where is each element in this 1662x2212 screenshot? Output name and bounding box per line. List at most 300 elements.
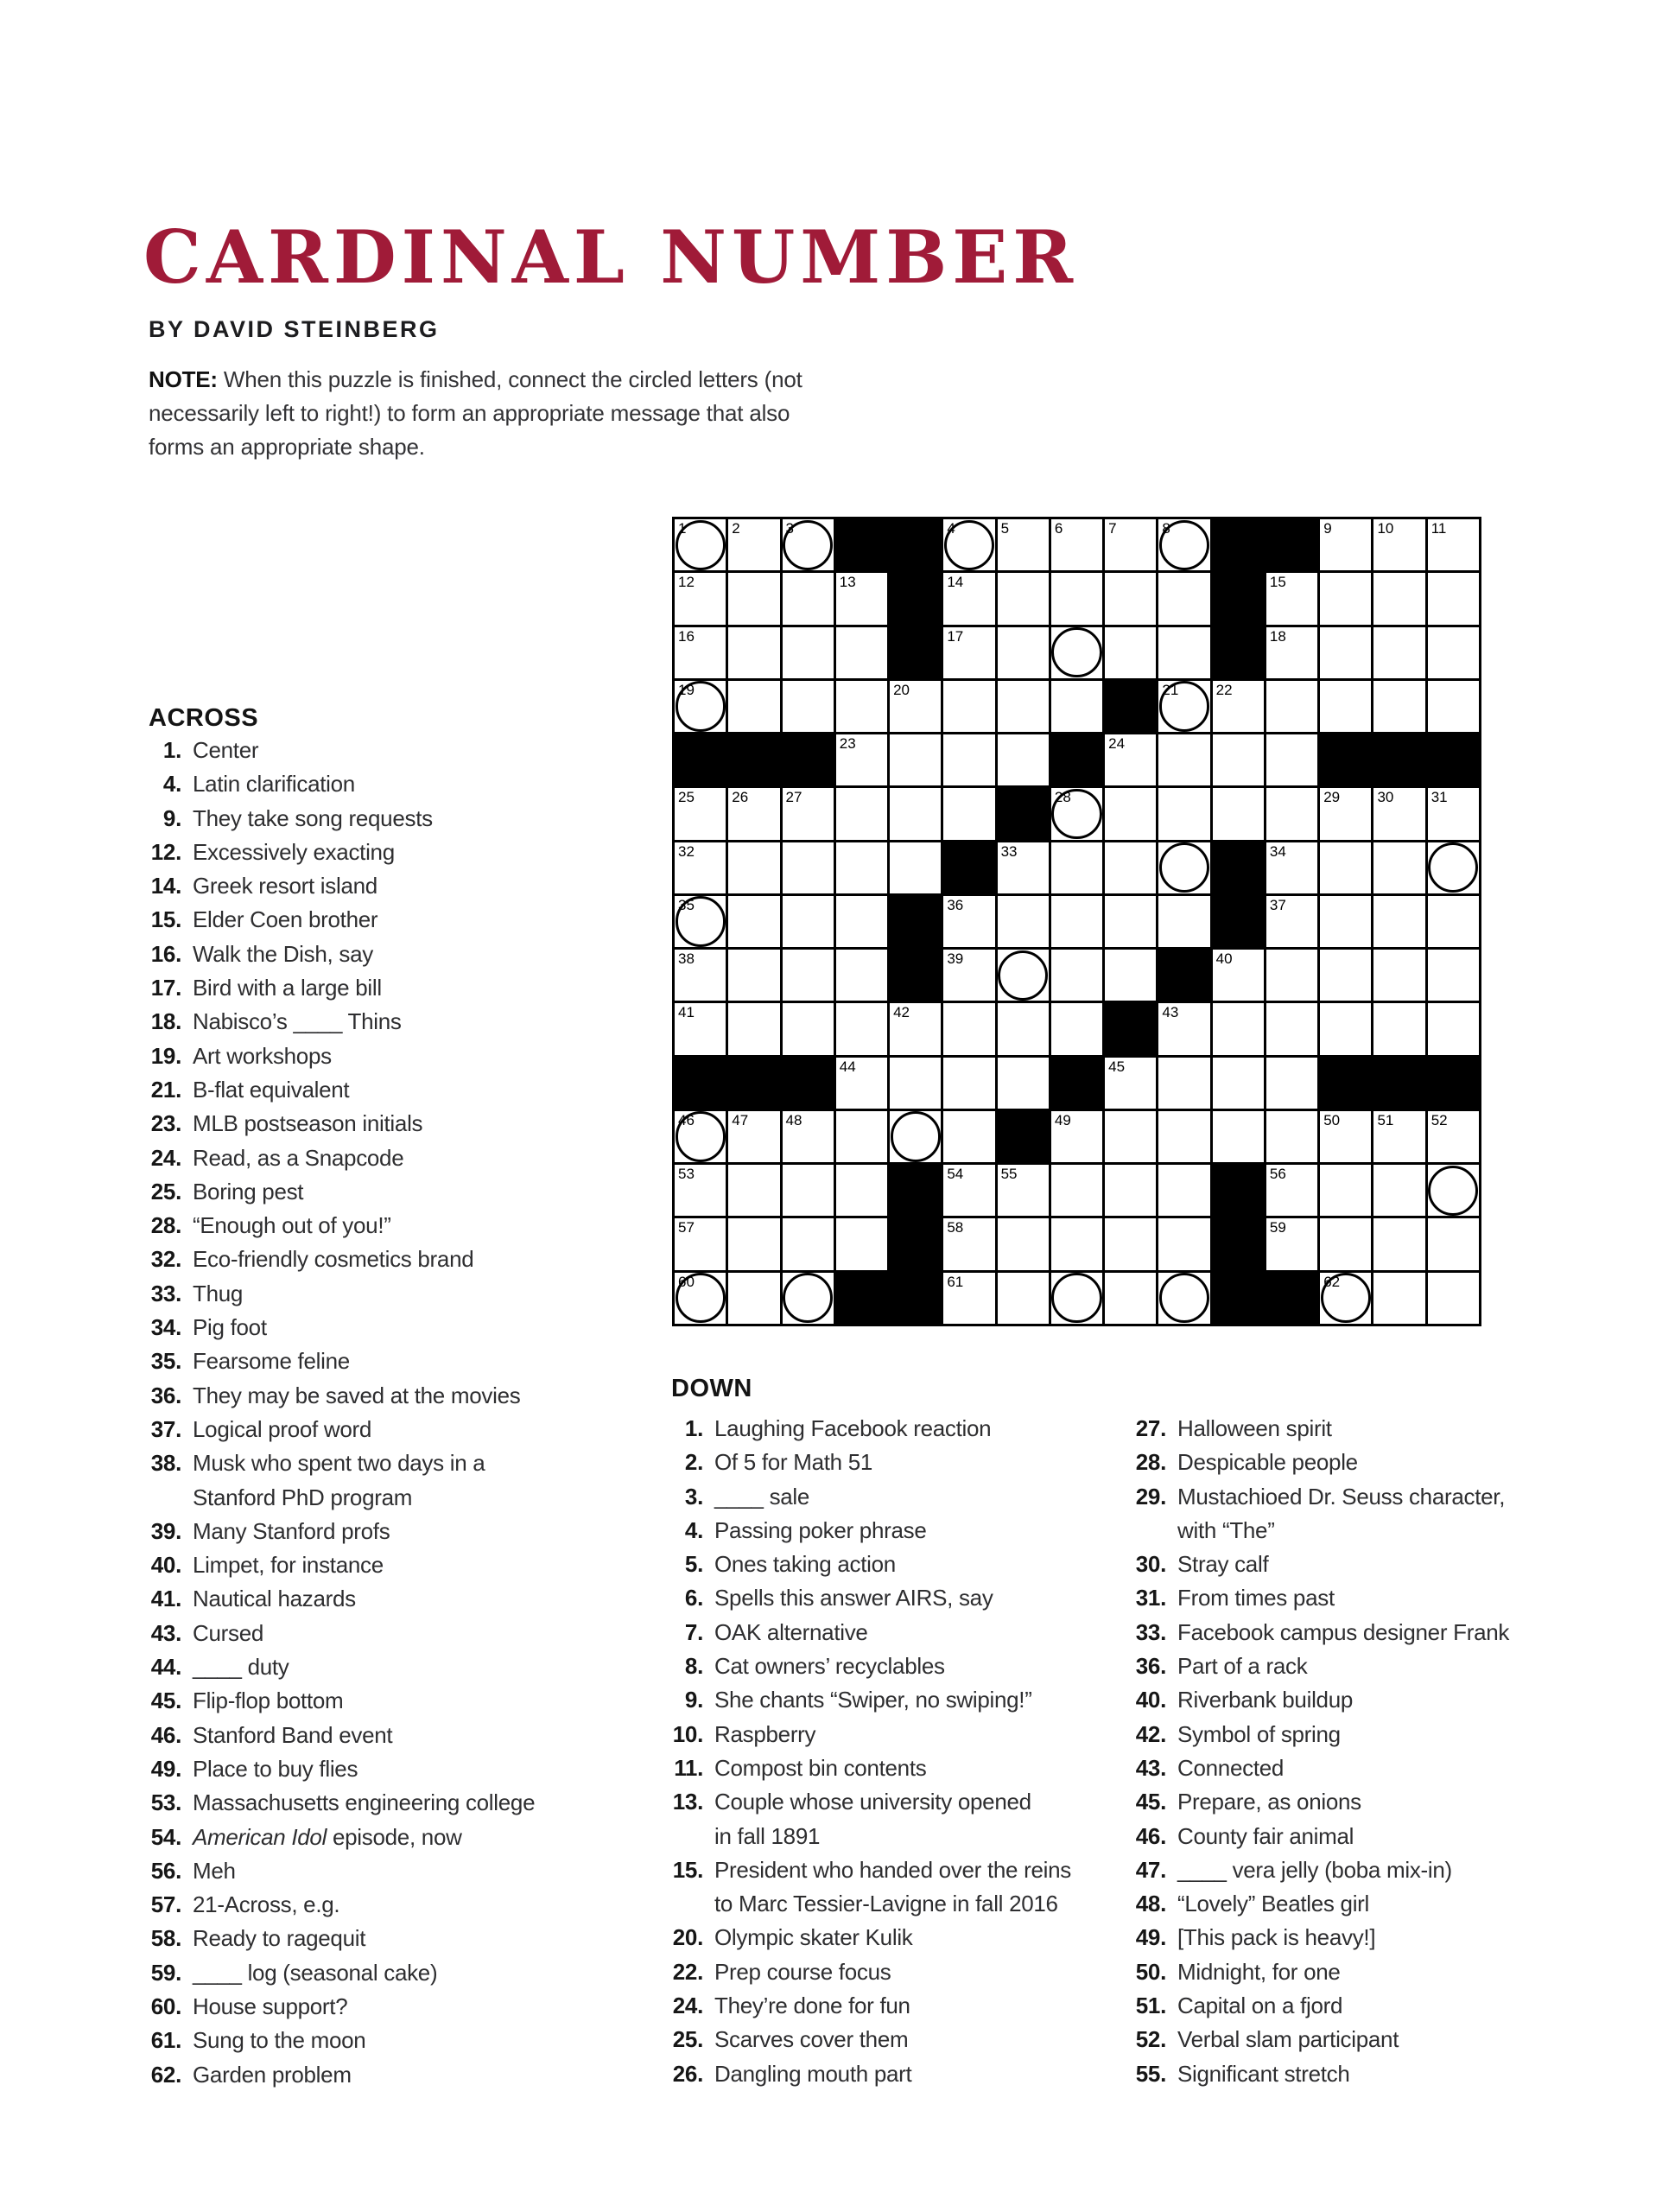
clue-number: 10. [672,1720,703,1747]
grid-cell [1158,573,1209,624]
clue-text: Olympic skater Kulik [714,1924,913,1951]
grid-cell [1213,1111,1264,1162]
grid-cell [783,681,834,732]
clue-number: 12. [150,838,181,865]
clue-text: “Enough out of you!” [193,1212,391,1239]
down-clue [650,1853,1151,1922]
grid-cell [1105,734,1156,785]
clue-text: She chants “Swiper, no swiping!” [714,1687,1032,1713]
down-clue [650,1480,1151,1514]
across-clue [128,2024,646,2057]
grid-cell [1051,1111,1102,1162]
circle-marker [1428,842,1478,893]
cell-number: 39 [947,950,964,968]
grid-cell [998,681,1049,732]
grid-cell [998,1273,1049,1324]
cell-number: 22 [1215,681,1233,698]
grid-cell [783,519,834,570]
clue-number: 24. [672,1993,703,2019]
clue-number: 41. [150,1586,181,1612]
grid-cell [783,1273,834,1324]
grid-cell [890,1003,941,1054]
cell-number: 10 [1377,520,1394,537]
grid-cell [728,519,779,570]
grid-cell [1051,842,1102,893]
clue-number: 44. [150,1654,181,1681]
grid-cell [943,1058,994,1109]
grid-cell [1320,681,1371,732]
cell-number: 40 [1215,950,1233,968]
clue-text: Garden problem [193,2061,352,2088]
clue-text: Verbal slam participant [1177,2026,1399,2053]
grid-cell [1051,950,1102,1001]
grid-cell [1428,627,1479,678]
grid-cell [1051,896,1102,947]
cell-number: 13 [839,574,856,591]
clue-text: ____ sale [714,1483,810,1510]
clue-text: ____ duty [193,1654,289,1681]
grid-cell [1158,896,1209,947]
grid-cell [1266,1003,1317,1054]
cell-number: 21 [1162,681,1179,698]
grid-cell [890,1058,941,1109]
grid-cell [890,788,941,839]
cell-number: 19 [678,681,695,698]
down-clue [650,1921,1151,1955]
down-clue [1113,1955,1648,1989]
down-clue [650,1581,1151,1615]
down-clue [650,2057,1151,2091]
down-clue-list-column-1 [650,1412,1151,2091]
clue-number: 59. [150,1959,181,1986]
grid-cell [943,1003,994,1054]
clue-number: 24. [150,1144,181,1171]
clue-text: Read, as a Snapcode [193,1144,404,1171]
cell-number: 3 [785,520,794,537]
across-clue [128,836,646,869]
grid-cell [1428,788,1479,839]
grid-cell [1428,896,1479,947]
down-clue [1113,1683,1648,1717]
down-clue [1113,1548,1648,1581]
grid-cell [1051,681,1102,732]
across-clue [128,1990,646,2024]
down-clue [650,1446,1151,1479]
grid-cell [1158,1111,1209,1162]
grid-cell [1428,1003,1479,1054]
grid-cell [1428,842,1479,893]
clue-number: 56. [150,1857,181,1884]
clue-number: 40. [150,1552,181,1579]
grid-cell-black [1213,1273,1264,1324]
clue-text: Excessively exacting [193,838,395,865]
clue-text: Musk who spent two days in a Stanford PhD program [193,1450,485,1510]
clue-text: Center [193,737,259,763]
down-clue [1113,1718,1648,1751]
cell-number: 46 [678,1111,695,1128]
grid-cell [1213,1003,1264,1054]
clue-number: 4. [162,771,181,798]
clue-text: Many Stanford profs [193,1517,390,1544]
grid-cell [675,681,726,732]
clue-text: Stray calf [1177,1551,1269,1578]
clue-text: Symbol of spring [1177,1720,1341,1747]
grid-cell-black [675,734,726,785]
down-clue [650,1718,1151,1751]
clue-text: Boring pest [193,1178,304,1205]
grid-cell [1428,1165,1479,1216]
clue-text: Walk the Dish, say [193,940,373,967]
clue-number: 51. [1135,1993,1166,2019]
note-label: NOTE: [149,366,218,392]
grid-cell [675,950,726,1001]
grid-cell [1051,573,1102,624]
grid-cell [1158,1218,1209,1269]
grid-cell [1428,519,1479,570]
clue-text: Elder Coen brother [193,906,378,933]
clue-text: From times past [1177,1585,1335,1611]
clue-number: 46. [1135,1822,1166,1849]
grid-cell-black [890,1218,941,1269]
grid-cell [728,573,779,624]
grid-cell [675,1165,726,1216]
grid-cell [675,627,726,678]
down-clue [1113,1785,1648,1819]
page-title: CARDINAL NUMBER [143,214,1079,300]
circle-marker [1159,842,1209,893]
circle-marker [1159,1273,1209,1323]
grid-cell [998,1003,1049,1054]
cell-number: 16 [678,627,695,645]
grid-cell [1105,1273,1156,1324]
down-clue [1113,1921,1648,1955]
down-clue [650,1955,1151,1989]
cell-number: 62 [1323,1273,1341,1290]
grid-cell-black [890,627,941,678]
grid-cell [943,1111,994,1162]
grid-cell [1266,842,1317,893]
crossword-grid [672,517,1481,1326]
clue-text: Laughing Facebook reaction [714,1415,992,1441]
clue-text: Halloween spirit [1177,1415,1332,1441]
grid-cell-black [1213,896,1264,947]
cell-number: 18 [1269,627,1286,645]
grid-cell-black [1320,1058,1371,1109]
down-clue [1113,1853,1648,1887]
clue-number: 27. [1135,1415,1166,1441]
clue-text: Part of a rack [1177,1653,1308,1680]
clue-number: 19. [150,1042,181,1069]
across-clue [128,1446,646,1515]
grid-cell [1266,950,1317,1001]
grid-cell [943,734,994,785]
grid-cell [728,788,779,839]
grid-cell [836,627,887,678]
grid-cell [943,1218,994,1269]
grid-cell [1051,1165,1102,1216]
clue-text: Greek resort island [193,873,377,899]
grid-cell [998,1218,1049,1269]
clue-number: 35. [150,1348,181,1375]
cell-number: 33 [1000,842,1018,860]
grid-cell [1373,681,1424,732]
down-clue [650,1616,1151,1649]
grid-cell [728,950,779,1001]
grid-cell [675,788,726,839]
grid-cell [1373,950,1424,1001]
grid-cell [1051,627,1102,678]
grid-cell [728,842,779,893]
clue-number: 54. [150,1823,181,1850]
clue-number: 17. [150,975,181,1001]
across-clue [128,1650,646,1684]
grid-cell [1373,1273,1424,1324]
grid-cell [728,896,779,947]
grid-cell [943,896,994,947]
grid-cell [1428,950,1479,1001]
circle-marker [1051,627,1101,677]
grid-cell [675,1003,726,1054]
grid-cell [1051,519,1102,570]
grid-cell-black [836,519,887,570]
cell-number: 59 [1269,1219,1286,1236]
clue-text: Cat owners’ recyclables [714,1653,945,1680]
grid-cell [1373,1218,1424,1269]
grid-cell [998,734,1049,785]
grid-cell [783,896,834,947]
clue-number: 45. [150,1688,181,1714]
grid-cell-black [1428,734,1479,785]
clue-number: 61. [150,2027,181,2054]
clue-text: MLB postseason initials [193,1110,423,1137]
grid-cell [1428,573,1479,624]
grid-cell [1105,627,1156,678]
grid-cell [1105,1218,1156,1269]
clue-number: 16. [150,940,181,967]
grid-cell [998,1058,1049,1109]
cell-number: 29 [1323,789,1341,806]
grid-cell [675,1273,726,1324]
down-clue [1113,1446,1648,1479]
down-clue [1113,1649,1648,1683]
grid-cell [1105,519,1156,570]
across-clue [128,1175,646,1209]
grid-cell-black [1213,1165,1264,1216]
grid-cell-black [783,734,834,785]
down-clue [650,1649,1151,1683]
grid-cell [1320,788,1371,839]
clue-text: Significant stretch [1177,2060,1350,2087]
clue-number: 11. [674,1754,703,1781]
grid-cell [943,1165,994,1216]
clue-text: Massachusetts engineering college [193,1789,536,1816]
grid-cell-black [1266,519,1317,570]
clue-text: Meh [193,1857,236,1884]
grid-cell [1373,842,1424,893]
clue-number: 49. [150,1755,181,1782]
grid-cell [1428,1218,1479,1269]
across-clue [128,1854,646,1888]
clue-number: 25. [150,1178,181,1205]
note-text: When this puzzle is finished, connect the circled letters (not necessarily left to right!) to form an appropriate message that also forms an appropriate shape. [149,366,802,460]
grid-cell-black [943,842,994,893]
grid-cell [1373,573,1424,624]
cell-number: 35 [678,896,695,913]
clue-number: 25. [672,2026,703,2053]
cell-number: 4 [947,520,955,537]
clue-text: Latin clarification [193,771,355,798]
grid-cell [1158,519,1209,570]
clue-number: 43. [1135,1754,1166,1781]
cell-number: 2 [732,520,740,537]
clue-text: Sung to the moon [193,2027,366,2054]
across-clue [128,1515,646,1548]
down-header: DOWN [671,1375,752,1402]
cell-number: 37 [1269,896,1286,913]
clue-number: 2. [684,1449,703,1476]
across-clue [128,971,646,1005]
clue-text: Midnight, for one [1177,1958,1341,1985]
grid-cell [1266,1111,1317,1162]
grid-cell [1158,1058,1209,1109]
grid-cell [998,950,1049,1001]
grid-cell [1051,788,1102,839]
across-clue [128,1243,646,1276]
cell-number: 41 [678,1004,695,1021]
across-clue [128,1684,646,1718]
clue-text: They’re done for fun [714,1993,910,2019]
grid-cell [675,1218,726,1269]
grid-cell-black [1266,1273,1317,1324]
clue-number: 39. [150,1517,181,1544]
clue-number: 29. [1135,1483,1166,1510]
grid-cell-black [890,1273,941,1324]
grid-cell [783,627,834,678]
grid-cell [890,1111,941,1162]
grid-cell-black [1051,1058,1102,1109]
cell-number: 5 [1000,520,1010,537]
cell-number: 49 [1054,1111,1071,1128]
grid-cell [728,1218,779,1269]
clue-text: Connected [1177,1754,1285,1781]
down-clue [650,1785,1151,1853]
grid-cell-black [1051,734,1102,785]
grid-cell [1158,1165,1209,1216]
across-clue [128,1311,646,1344]
cell-number: 47 [732,1111,749,1128]
cell-number: 55 [1000,1166,1018,1183]
down-clue [650,1989,1151,2023]
clue-text: “Lovely” Beatles girl [1177,1891,1370,1917]
grid-cell [943,788,994,839]
across-clue [128,1005,646,1039]
grid-cell [836,681,887,732]
grid-cell [1428,1273,1479,1324]
grid-cell [728,1003,779,1054]
cell-number: 17 [947,627,964,645]
grid-cell [998,519,1049,570]
cell-number: 9 [1323,520,1332,537]
clue-number: 13. [672,1789,703,1815]
grid-cell [1105,896,1156,947]
down-clue [650,2023,1151,2056]
byline: BY DAVID STEINBERG [149,316,440,342]
clue-number: 21. [150,1076,181,1103]
across-clue [128,903,646,937]
grid-cell [1320,842,1371,893]
clue-text: Cursed [193,1619,264,1646]
grid-cell-black [998,1111,1049,1162]
clue-text: Bird with a large bill [193,975,382,1001]
clue-text: American Idol episode, now [193,1823,462,1850]
clue-number: 49. [1135,1924,1166,1951]
clue-text: B-flat equivalent [193,1076,350,1103]
grid-cell [890,734,941,785]
circle-marker [1428,1166,1478,1216]
clue-text: Raspberry [714,1720,816,1747]
grid-cell [1266,627,1317,678]
grid-cell-black [890,519,941,570]
grid-cell [1213,734,1264,785]
clue-text: Place to buy flies [193,1755,358,1782]
grid-cell [836,573,887,624]
cell-number: 31 [1430,789,1448,806]
clue-text: Eco-friendly cosmetics brand [193,1246,474,1273]
clue-text: Spells this answer AIRS, say [714,1585,993,1611]
clue-number: 50. [1135,1958,1166,1985]
clue-number: 3. [684,1483,703,1510]
grid-cell [1266,1165,1317,1216]
grid-cell [1105,1165,1156,1216]
cell-number: 58 [947,1219,964,1236]
grid-cell-black [890,1165,941,1216]
grid-cell [728,1165,779,1216]
across-clue [128,1379,646,1413]
down-clue [1113,1412,1648,1446]
grid-cell-black [1213,1218,1264,1269]
grid-cell [1266,1218,1317,1269]
across-clue [128,1888,646,1922]
clue-number: 22. [672,1958,703,1985]
clue-number: 55. [1135,2060,1166,2087]
across-clue [128,1548,646,1582]
grid-cell-black [1213,519,1264,570]
clue-number: 28. [150,1212,181,1239]
grid-cell [1428,681,1479,732]
grid-cell [1105,1058,1156,1109]
clue-text: Art workshops [193,1042,332,1069]
clue-number: 9. [162,804,181,831]
clue-number: 46. [150,1721,181,1748]
grid-cell [783,1218,834,1269]
cell-number: 51 [1377,1111,1394,1128]
grid-cell-black [1105,1003,1156,1054]
clue-text: [This pack is heavy!] [1177,1924,1376,1951]
clue-number: 1. [162,737,181,763]
clue-text: Facebook campus designer Frank [1177,1618,1510,1645]
grid-cell [1158,788,1209,839]
cell-number: 30 [1377,789,1394,806]
down-clue [650,1412,1151,1446]
across-clue [128,1617,646,1650]
clue-number: 60. [150,1993,181,2019]
clue-number: 52. [1135,2026,1166,2053]
grid-cell [675,573,726,624]
cell-number: 54 [947,1166,964,1183]
across-clue [128,1413,646,1446]
clue-text: Prep course focus [714,1958,891,1985]
clue-number: 30. [1135,1551,1166,1578]
